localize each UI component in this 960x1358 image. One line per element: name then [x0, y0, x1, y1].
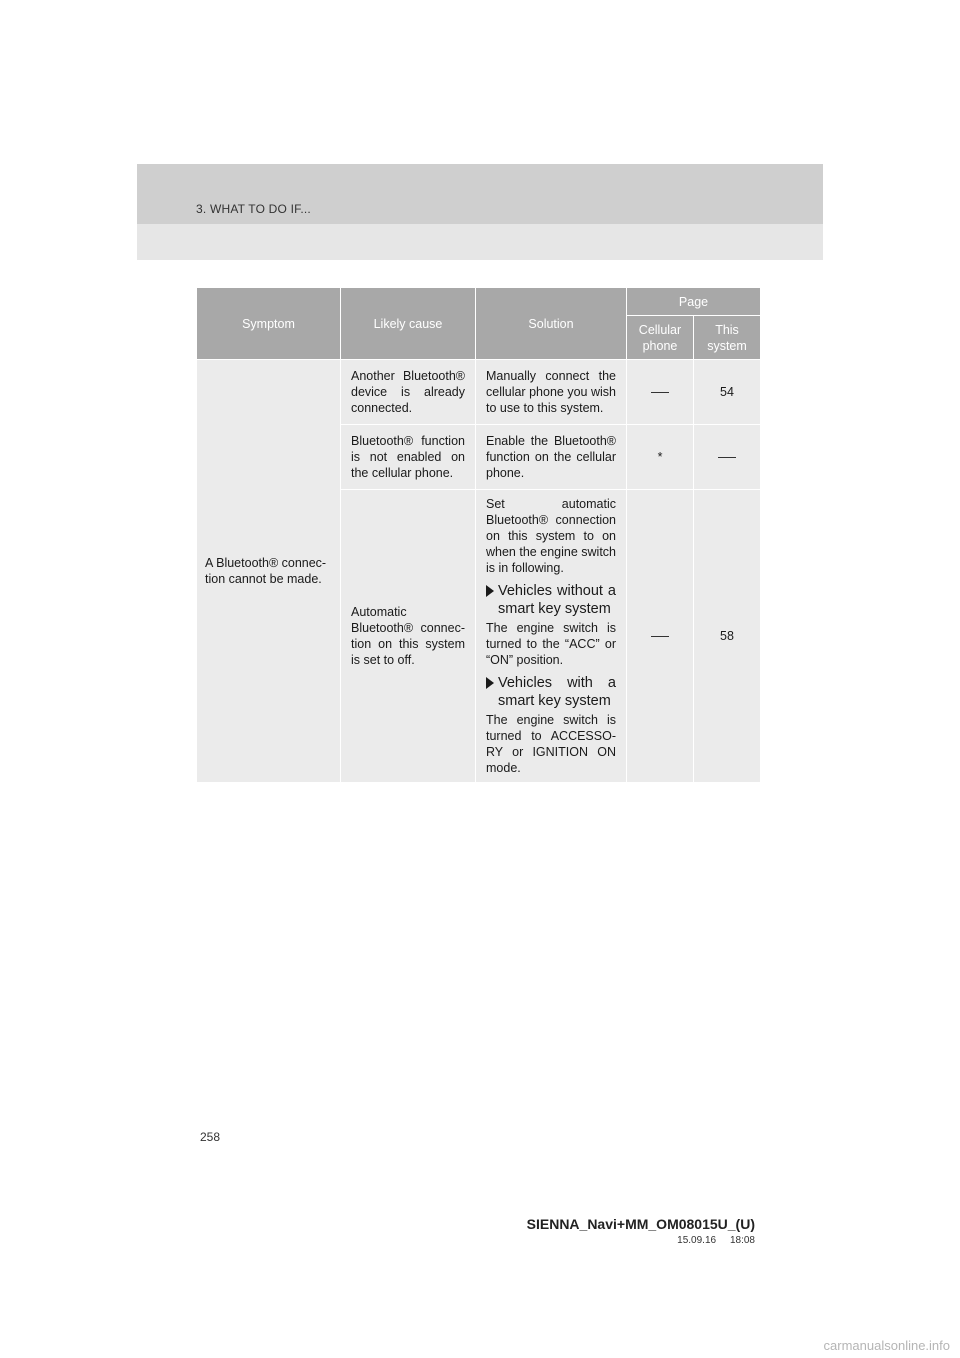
case-heading-text: Vehicles with a smart key system [498, 675, 616, 709]
solution-intro: Set automatic Bluetooth® connection on this system to on when the engine switch is in following. [486, 497, 616, 575]
case-text-with-smart-key: The engine switch is turned to ACCESSO-RY or IGNITION ON mode. [486, 713, 616, 775]
col-header-cellular-phone: Cellular phone [627, 316, 694, 360]
case-text-without-smart-key: The engine switch is turned to the “ACC” or “ON” position. [486, 621, 616, 667]
dash-mark [718, 457, 736, 458]
solution-text: Manually connect the cellular phone you wish to use to this system. [486, 369, 616, 415]
cellular-phone-page-cell: * [627, 425, 694, 490]
dash-mark [651, 636, 669, 637]
section-title: 3. WHAT TO DO IF... [196, 202, 311, 216]
footer-doc-id: SIENNA_Navi+MM_OM08015U_(U) [526, 1216, 755, 1232]
watermark: carmanualsonline.info [823, 1338, 950, 1353]
solution-cell [476, 490, 627, 783]
cause-cell: Automatic Bluetooth® connec-tion on this system is set to off. [341, 490, 476, 783]
cellular-phone-page-cell [627, 490, 694, 783]
triangle-arrow-icon [486, 677, 494, 689]
solution-cell: Enable the Bluetooth® function on the cellular phone. [476, 425, 627, 490]
this-system-page-cell [694, 425, 761, 490]
col-header-page: Page [627, 288, 761, 316]
troubleshooting-table [196, 287, 761, 783]
this-system-page-cell: 54 [694, 360, 761, 425]
this-system-page-cell: 58 [694, 490, 761, 783]
header-sub-band [137, 224, 823, 260]
case-heading-text: Vehicles without a smart key system [498, 583, 616, 617]
case-heading-without-smart-key [486, 582, 616, 618]
dash-mark [651, 392, 669, 393]
col-header-symptom: Symptom [197, 288, 341, 360]
cause-cell: Another Bluetooth® device is already connected. [341, 360, 476, 425]
table-row [197, 360, 761, 425]
solution-cell [476, 360, 627, 425]
case-heading-with-smart-key [486, 674, 616, 710]
symptom-cell: A Bluetooth® connec-tion cannot be made. [197, 360, 341, 783]
col-header-solution: Solution [476, 288, 627, 360]
col-header-likely-cause: Likely cause [341, 288, 476, 360]
footer-date: 15.09.16 18:08 [677, 1235, 755, 1246]
cause-cell: Bluetooth® function is not enabled on the cellular phone. [341, 425, 476, 490]
col-header-this-system: This system [694, 316, 761, 360]
cellular-phone-page-cell [627, 360, 694, 425]
triangle-arrow-icon [486, 585, 494, 597]
page-number: 258 [200, 1130, 221, 1144]
